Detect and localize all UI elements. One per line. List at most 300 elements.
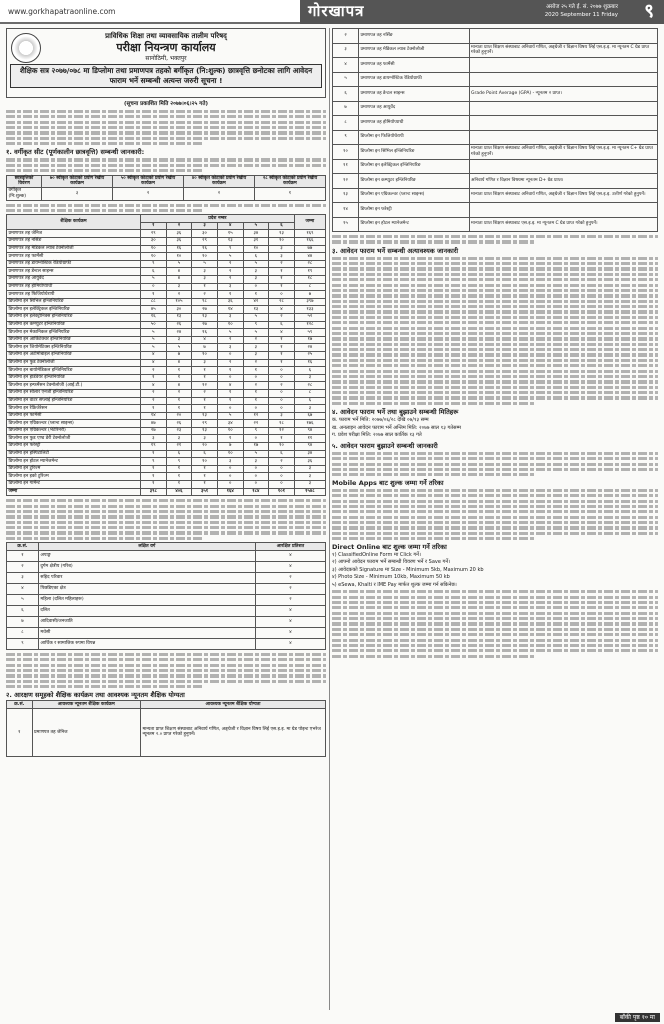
fee-item: ५) eSewa, Khalti र IME Pay मार्फत शुल्क जम्मा गर्न सकिनेछ। (332, 581, 457, 588)
quota-value: २७ (192, 321, 218, 329)
eligibility-cell: प्रमाणपत्र तह होमियोप्याथी (359, 116, 470, 131)
reservation-row (7, 561, 326, 572)
section-4-title: ४. आवेदन फाराम भर्ने तथा बुझाउने सम्बन्धी मितिहरू (332, 408, 459, 416)
quota-value: ११ (294, 435, 325, 443)
quota-value: १ (192, 473, 218, 481)
quota-value: १ (217, 435, 243, 443)
quota-value: १ (243, 367, 269, 375)
quota-row (7, 268, 326, 276)
column-divider (329, 28, 330, 1010)
eligibility-table-start (6, 700, 326, 757)
program-name: डिप्लोमा इन हार्डवेयर इन्जिनियरिङ (7, 374, 141, 382)
reservation-notes (6, 653, 326, 688)
reservation-cell: मधेसी (38, 627, 255, 638)
online-text (332, 590, 658, 658)
reservation-header: आरक्षित प्रतिशत (255, 543, 325, 551)
reservation-cell: पिछडिएका क्षेत्र (38, 583, 255, 594)
quota-value: १ (269, 276, 295, 284)
program-name: प्रमाणपत्र तह मेडिकल ल्याब टेक्नोलोजी (7, 245, 141, 253)
quota-value: १० (140, 245, 166, 253)
site-url[interactable]: www.gorkhapatraonline.com (8, 7, 116, 16)
quota-value: १ (217, 291, 243, 299)
quota-value: ३ (269, 245, 295, 253)
date-english: 2020 September 11 Friday (544, 12, 618, 19)
quota-col-header: जम्मा (294, 215, 325, 230)
quota-value: १८ (269, 420, 295, 428)
quota-value: ९ (243, 321, 269, 329)
quota-value: १६९ (294, 230, 325, 238)
eligibility-cell: अनिवार्य गणित र विज्ञान विषयमा न्यूनतम D+ ग्रेड प्राप्त। (469, 174, 658, 189)
quota-row (7, 291, 326, 299)
reservation-cell: ६ (7, 605, 39, 616)
quota-row (7, 344, 326, 352)
eligibility-cell: प्रमाणपत्र तह नर्सिङ (359, 29, 470, 44)
dist-cell: १ (254, 188, 325, 200)
quota-value: १ (192, 397, 218, 405)
quota-value: १२ (192, 382, 218, 390)
quota-row (7, 382, 326, 390)
quota-row (7, 374, 326, 382)
eligibility-cell: १४ (333, 203, 359, 218)
section-1-title: १. वर्गीकृत सीट (पूर्णकालीन छात्रवृत्ति) सम्बन्धी जानकारी: (6, 148, 145, 157)
quota-value: ४४ (294, 253, 325, 261)
quota-value: १३ (166, 313, 192, 321)
quota-value: १ (140, 481, 166, 489)
quota-value: १९ (140, 443, 166, 451)
eligibility-table (332, 28, 658, 232)
eligibility-cell: डिप्लोमा इन इलेक्ट्रिकल इन्जिनियरिङ (359, 159, 470, 174)
quota-value: १९ (294, 268, 325, 276)
total-cell: १५४८ (294, 488, 325, 496)
quota-value: ५ (243, 313, 269, 321)
eligibility-cell (469, 72, 658, 87)
quota-row (7, 435, 326, 443)
eligibility-cell: डिप्लोमा इन कम्प्युटर इन्जिनियरिङ (359, 174, 470, 189)
quota-value: १७६ (294, 420, 325, 428)
mobile-apps-title: Mobile Apps बाट शुल्क जम्मा गर्ने तरिका (332, 478, 444, 487)
quota-value: ८८ (140, 298, 166, 306)
eligibility-cell: १३ (333, 188, 359, 203)
dist-cell: वर्गीकृत (नि:शुल्क) (7, 188, 42, 200)
quota-value: ३० (140, 238, 166, 246)
eligibility-cell: १२ (333, 174, 359, 189)
quota-value: ४ (192, 336, 218, 344)
quota-value: ३ (192, 359, 218, 367)
date-nepali: असोज २५ गते ई. सं. २०७७ शुक्रबार (545, 4, 618, 10)
quota-value: ० (140, 283, 166, 291)
reservation-row (7, 605, 326, 616)
date-item: ख. अनलाइन आवेदन फाराम भर्ने अन्तिम मिति: २०७७ साल १३ गतेसम्म (332, 424, 461, 431)
quota-value: ३६ (166, 238, 192, 246)
reservation-cell: अपाङ्ग (38, 550, 255, 561)
quota-row (7, 351, 326, 359)
eligibility-row (333, 43, 658, 58)
quota-value: १० (166, 253, 192, 261)
quota-value: १ (140, 374, 166, 382)
quota-value: ० (243, 481, 269, 489)
program-name: प्रमाणपत्र तह फिजियोथेरापी (7, 291, 141, 299)
reservation-cell: ४ (255, 561, 325, 572)
quota-value: ३ (294, 481, 325, 489)
reservation-cell: ४ (255, 638, 325, 649)
program-name: डिप्लोमा इन फरेस्ट्री (7, 443, 141, 451)
quota-row (7, 427, 326, 435)
program-name: डिप्लोमा इन रेफ्रिजेरेसन (7, 405, 141, 413)
quota-value: ० (243, 374, 269, 382)
eligibility-cell: मान्यता प्राप्त शिक्षण संस्थाबाट अनिवार्य गणित, अङ्ग्रेजी र विज्ञान विषय लिई एस.इ.इ. मा न्यूनतम C ग्रेड प्राप्त गरेको हुनुपर्ने। (469, 43, 658, 58)
eligibility-row (333, 87, 658, 102)
reservation-cell: १ (7, 550, 39, 561)
eligibility-cell: १५ (333, 217, 359, 232)
quota-row (7, 306, 326, 314)
quota-value: २ (217, 336, 243, 344)
program-name: प्रमाणपत्र तह आयुर्वेद (7, 276, 141, 284)
reservation-row (7, 572, 326, 583)
quota-value: ३१ (243, 238, 269, 246)
quota-value: १ (140, 450, 166, 458)
reservation-row (7, 594, 326, 605)
quota-value: ५ (166, 344, 192, 352)
quota-value: ४ (166, 268, 192, 276)
quota-value: ४ (166, 382, 192, 390)
reservation-cell: ४ (7, 583, 39, 594)
quota-value: ९ (243, 427, 269, 435)
mobile-apps-text (332, 489, 658, 541)
reservation-row (7, 616, 326, 627)
program-name: डिप्लोमा इन मेकानिकल इन्जिनियरिङ (7, 329, 141, 337)
quota-value: १ (269, 344, 295, 352)
elig-header: क्र.सं. (7, 701, 33, 709)
quota-value: १ (269, 268, 295, 276)
quota-value: १ (192, 481, 218, 489)
dist-cell: २ (184, 188, 255, 200)
eligibility-row (333, 217, 658, 232)
eligibility-cell (469, 29, 658, 44)
quota-value: १ (166, 374, 192, 382)
quota-col-header: १ (140, 222, 166, 230)
eligibility-cell: प्रमाणपत्र तह मेडिकल ल्याब टेक्नोलोजी (359, 43, 470, 58)
quota-value: २५ (294, 351, 325, 359)
reservation-cell: ४ (255, 605, 325, 616)
quota-value: ३९७ (294, 298, 325, 306)
quota-value: ४ (140, 382, 166, 390)
quota-value: १ (217, 389, 243, 397)
program-name: प्रमाणपत्र तह जेनिज (7, 230, 141, 238)
quota-row (7, 276, 326, 284)
quota-row (7, 313, 326, 321)
quota-col-header: २ (166, 222, 192, 230)
intro-text (6, 110, 326, 145)
quota-value: ५ (140, 336, 166, 344)
dist-header: छात्रवृत्तिको विवरण (7, 175, 42, 187)
quota-value: ३ (243, 351, 269, 359)
quota-value: ३ (217, 458, 243, 466)
reservation-cell: ४ (255, 616, 325, 627)
quota-value: २ (269, 313, 295, 321)
quota-row (7, 238, 326, 246)
quota-value: २ (243, 359, 269, 367)
quota-total-row (7, 488, 326, 496)
reservation-cell: २ (7, 561, 39, 572)
eligibility-cell: ७ (333, 101, 359, 116)
quota-value: ९८ (192, 298, 218, 306)
quota-value: १ (166, 405, 192, 413)
reservation-cell: ३ (7, 572, 39, 583)
reservation-cell: २ (255, 594, 325, 605)
quota-value: १ (166, 367, 192, 375)
quota-value: ४२ (243, 298, 269, 306)
quota-value: २८ (294, 260, 325, 268)
quota-value: ६ (243, 253, 269, 261)
eligibility-cell (469, 101, 658, 116)
quota-value: १ (269, 283, 295, 291)
quota-value: २२ (243, 420, 269, 428)
eligibility-row (333, 130, 658, 145)
eligibility-cell: ४ (333, 58, 359, 73)
total-cell: १८४ (243, 488, 269, 496)
eligibility-cell (469, 203, 658, 218)
quota-col-header: ३ (192, 222, 218, 230)
reservation-cell: आदिवासी/जनजाति (38, 616, 255, 627)
quota-value: १ (192, 374, 218, 382)
quota-value: १० (217, 450, 243, 458)
quota-value: १ (166, 397, 192, 405)
quota-value: ४ (166, 359, 192, 367)
quota-value: ३ (269, 412, 295, 420)
program-name: डिप्लोमा इन एग्रिकल्चर (प्लान्ट साइन्स) (7, 420, 141, 428)
quota-value: ३ (243, 344, 269, 352)
org-line-3: सानोठिमी, भक्तपुर (145, 54, 187, 62)
province-group-header: प्रदेश नम्बर (140, 215, 294, 223)
quota-value: ३ (140, 435, 166, 443)
quota-table (6, 214, 326, 496)
quota-value: १ (269, 351, 295, 359)
reservation-table (6, 542, 326, 650)
quota-value: ९ (217, 245, 243, 253)
quota-value: ० (243, 283, 269, 291)
elig-cell: प्रमाणपत्र तह जेनिज (32, 708, 140, 756)
program-name: डिप्लोमा इन इलेक्ट्रोनिक्स इन्जिनियरिङ (7, 313, 141, 321)
quota-row (7, 420, 326, 428)
reservation-header: लक्षित वर्ग (38, 543, 255, 551)
reservation-cell: ४ (255, 627, 325, 638)
quota-value: १० (217, 427, 243, 435)
eligibility-cell: प्रमाणपत्र तह डेन्टल साइन्स (359, 87, 470, 102)
quota-value: ३ (243, 276, 269, 284)
eligibility-cell: ३ (333, 43, 359, 58)
quota-value: १ (269, 336, 295, 344)
quota-value: १८ (294, 276, 325, 284)
quota-value: ० (217, 473, 243, 481)
program-name: डिप्लोमा इन बायोमेडिकल इन्जिनियरिङ (7, 367, 141, 375)
quota-value: १३ (192, 412, 218, 420)
eligibility-cell: Grade Point Average (GPA) - न्यूनतम २ प्राप्त। (469, 87, 658, 102)
program-name: डिप्लोमा इन अटोमोबाइल इन्जिनियरिङ (7, 351, 141, 359)
program-name: डिप्लोमा इन एग्रिकल्चर (भेटेरिनरी) (7, 427, 141, 435)
quota-row (7, 230, 326, 238)
program-name: डिप्लोमा इन हस्पिटालिटी (7, 450, 141, 458)
quota-value: ० (269, 405, 295, 413)
program-name: डिप्लोमा इन सिभिल इन्जिनियरिङ (7, 298, 141, 306)
quota-col-header: शैक्षिक कार्यक्रम (7, 215, 141, 230)
quota-value: ० (217, 481, 243, 489)
quota-value: २ (243, 382, 269, 390)
program-name: डिप्लोमा इन जियोमेटिक्स इन्जिनियरिङ (7, 344, 141, 352)
quota-value: ३ (269, 253, 295, 261)
eligibility-cell: ६ (333, 87, 359, 102)
section-1-text (6, 158, 326, 172)
quota-notes-text (6, 499, 326, 540)
quota-value: २४ (294, 344, 325, 352)
quota-row (7, 336, 326, 344)
online-title: Direct Online बाट शुल्क जम्मा गर्ने तरिका (332, 542, 447, 551)
quota-value: ३ (294, 405, 325, 413)
total-cell: ३९८ (140, 488, 166, 496)
eligibility-note (332, 235, 658, 244)
quota-value: ० (269, 367, 295, 375)
dist-header: ५० स्वीकृत कोटाको प्रयोग रेखीय कार्यक्रम (113, 175, 184, 187)
quota-value: ५२ (294, 313, 325, 321)
quota-value: २९ (192, 238, 218, 246)
dist-header: २८ स्वीकृत कोटाको प्रयोग रेखीय कार्यक्रम (254, 175, 325, 187)
fee-item: २) आफ्नो आवेदन फाराम भर्ने सम्बन्धी विवरण भर्ने र Save गर्ने। (332, 559, 450, 566)
quota-value: ० (243, 435, 269, 443)
quota-row (7, 367, 326, 375)
quota-value: २८ (269, 298, 295, 306)
quota-value: १३ (192, 427, 218, 435)
reservation-row (7, 583, 326, 594)
quota-value: १५ (217, 230, 243, 238)
quota-value: २ (217, 359, 243, 367)
quota-value: ० (243, 473, 269, 481)
reservation-cell: सहिद परिवार (38, 572, 255, 583)
quota-value: २ (217, 276, 243, 284)
dist-header: ७० स्वीकृत कोटाको प्रयोग रेखीय कार्यक्रम (42, 175, 113, 187)
quota-value: १० (269, 238, 295, 246)
quota-value: ० (269, 397, 295, 405)
reservation-row (7, 638, 326, 649)
total-cell: १६४ (217, 488, 243, 496)
quota-value: १ (217, 397, 243, 405)
total-cell: जम्मा (7, 488, 141, 496)
program-name: प्रमाणपत्र तह डायग्नोस्टिक रेडियोग्राफी (7, 260, 141, 268)
quota-value: ५ (217, 253, 243, 261)
quota-value: १० (243, 245, 269, 253)
quota-value: ५ (243, 450, 269, 458)
eligibility-cell: मान्यता प्राप्त शिक्षण संस्थाबाट एस.इ.इ. मा न्यूनतम C ग्रेड प्राप्त गरेको हुनुपर्ने। (469, 217, 658, 232)
quota-value: १७ (243, 443, 269, 451)
quota-value: १२ (269, 427, 295, 435)
quota-value: २ (217, 268, 243, 276)
quota-value: ३६ (217, 298, 243, 306)
quota-value: ७ (166, 351, 192, 359)
quota-value: ४ (217, 382, 243, 390)
quota-value: १२८ (294, 321, 325, 329)
quota-value: ३४ (243, 230, 269, 238)
quota-value: ९४ (294, 427, 325, 435)
program-name: प्रमाणपत्र तह डेन्टल साइन्स (7, 268, 141, 276)
eligibility-cell: २ (333, 29, 359, 44)
reservation-cell: ७ (7, 616, 39, 627)
quota-row (7, 329, 326, 337)
quota-row (7, 260, 326, 268)
quota-value: ४७ (140, 420, 166, 428)
quota-value: ५ (140, 276, 166, 284)
quota-value: ३ (166, 283, 192, 291)
eligibility-cell: १० (333, 145, 359, 160)
reservation-cell: महिला (दलित महिलाहरू) (38, 594, 255, 605)
quota-value: ३४ (217, 420, 243, 428)
quota-col-header: ५ (243, 222, 269, 230)
quota-row (7, 412, 326, 420)
notice-header (6, 28, 326, 98)
quota-value: ३ (217, 283, 243, 291)
quota-value: ९ (140, 260, 166, 268)
quota-value: २४ (166, 329, 192, 337)
reservation-cell: ९ (7, 638, 39, 649)
continued-label: बाँकी पृष्ठ १० मा (615, 1013, 660, 1023)
quota-value: २ (166, 291, 192, 299)
quota-row (7, 481, 326, 489)
quota-value: २ (217, 260, 243, 268)
quota-value: १०५ (166, 298, 192, 306)
quota-value: ३ (217, 313, 243, 321)
fee-item: ४) Photo Size - Minimum 10kb, Maximum 50 kb (332, 574, 450, 581)
quota-value: ९४ (294, 443, 325, 451)
quota-value: ३४ (294, 450, 325, 458)
quota-value: ५ (140, 329, 166, 337)
quota-row (7, 321, 326, 329)
quota-value: १ (140, 465, 166, 473)
quota-value: ३ (243, 268, 269, 276)
quota-value: ० (269, 389, 295, 397)
quota-value: ० (269, 473, 295, 481)
quota-value: ५ (217, 412, 243, 420)
quota-value: १६ (140, 313, 166, 321)
quota-value: १० (140, 253, 166, 261)
quota-row (7, 450, 326, 458)
reservation-cell: आर्थिक र सामाजिक रुपमा विपन्न (38, 638, 255, 649)
quota-value: २ (243, 336, 269, 344)
eligibility-cell: ९ (333, 130, 359, 145)
eligibility-cell: ११ (333, 159, 359, 174)
quota-value: १० (269, 443, 295, 451)
reservation-cell: २ (255, 572, 325, 583)
quota-value: ६ (269, 321, 295, 329)
section-5-text (332, 452, 658, 477)
quota-value: ० (269, 481, 295, 489)
quota-value: ० (243, 405, 269, 413)
program-name: डिप्लोमा इन होटल म्यानेजमेन्ट (7, 458, 141, 466)
program-name: डिप्लोमा इन गार्मेन्ट (7, 481, 141, 489)
eligibility-cell (469, 116, 658, 131)
quota-value: १ (192, 283, 218, 291)
eligibility-cell: प्रमाणपत्र तह फार्मेसी (359, 58, 470, 73)
program-name: प्रमाणपत्र तह होमियोप्याथी (7, 283, 141, 291)
quota-value: २ (192, 389, 218, 397)
eligibility-cell (469, 159, 658, 174)
quota-row (7, 458, 326, 466)
quota-value: ३६ (294, 458, 325, 466)
quota-col-header: ६ (269, 222, 295, 230)
quota-value: ३ (192, 435, 218, 443)
quota-value: २ (166, 389, 192, 397)
eligibility-row (333, 203, 658, 218)
org-line-2: परीक्षा नियन्त्रण कार्यालय (116, 40, 216, 54)
quota-value: १ (166, 465, 192, 473)
reservation-header: क्र.सं. (7, 543, 39, 551)
quota-value: ५० (140, 321, 166, 329)
